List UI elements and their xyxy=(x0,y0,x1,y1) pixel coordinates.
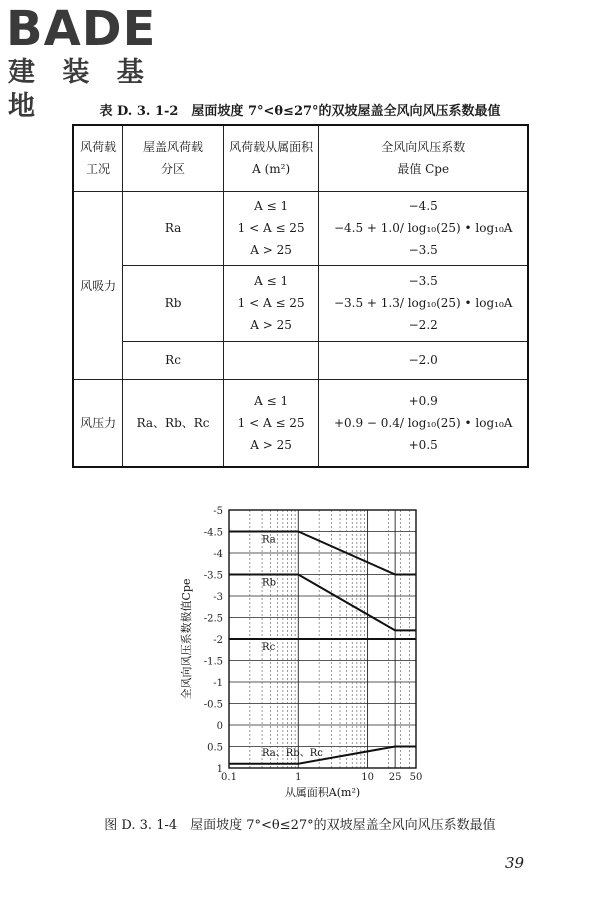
chart-labels xyxy=(179,506,422,799)
y-tick-label: -2 xyxy=(213,635,223,646)
zone-pressure: Ra、Rb、Rc xyxy=(123,379,224,467)
coefficient-chart xyxy=(170,498,440,808)
areas-rb: A ≤ 1 1 < A ≤ 25 A > 25 xyxy=(223,265,319,341)
x-axis-title: 从属面积A(m²) xyxy=(284,786,361,799)
y-tick-label: -4 xyxy=(213,549,223,560)
y-tick-label: -4.5 xyxy=(203,527,223,539)
table-title: 表 D. 3. 1-2 屋面坡度 7°<θ≤27°的双坡屋盖全风向风压系数最值 xyxy=(99,104,501,119)
y-tick-label: -5 xyxy=(213,506,223,517)
condition-pressure: 风压力 xyxy=(73,379,123,467)
y-tick-label: 0 xyxy=(216,721,223,732)
y-tick-label: -3 xyxy=(213,592,223,603)
x-tick-label: 1 xyxy=(295,772,302,783)
header-coefficient: 全风向风压系数 最值 Cpe xyxy=(319,125,528,191)
header-zone: 屋盖风荷载 分区 xyxy=(123,125,224,191)
areas-rc xyxy=(223,341,319,379)
x-tick-label: 50 xyxy=(409,772,423,783)
table-row-pressure xyxy=(73,379,528,467)
y-tick-label: -0.5 xyxy=(203,699,223,711)
x-tick-label: 10 xyxy=(361,772,374,783)
page-number: 39 xyxy=(505,854,525,872)
figure-caption: 图 D. 3. 1-4 屋面坡度 7°<θ≤27°的双坡屋盖全风向风压系数最值 xyxy=(104,818,496,833)
areas-ra: A ≤ 1 1 < A ≤ 25 A > 25 xyxy=(223,191,319,265)
y-tick-label: -2.5 xyxy=(203,613,223,625)
x-tick-label: 0.1 xyxy=(221,772,237,783)
values-rb: −3.5 −3.5 + 1.3/ log₁₀(25) • log₁₀A −2.2 xyxy=(319,265,528,341)
logo-subtitle: 建 装 基 地 xyxy=(8,57,153,122)
chart-series xyxy=(229,532,416,764)
y-tick-label: -1 xyxy=(213,678,223,689)
x-tick-label: 25 xyxy=(388,772,402,783)
series-label: Rb xyxy=(262,577,276,589)
y-tick-label: 0.5 xyxy=(207,742,223,754)
y-tick-label: -3.5 xyxy=(203,570,223,582)
areas-pressure: A ≤ 1 1 < A ≤ 25 A > 25 xyxy=(223,379,319,467)
zone-rb: Rb xyxy=(123,265,224,341)
table-header-row xyxy=(73,125,528,191)
condition-suction: 风吸力 xyxy=(73,191,123,379)
values-pressure: +0.9 +0.9 − 0.4/ log₁₀(25) • log₁₀A +0.5 xyxy=(319,379,528,467)
zone-ra: Ra xyxy=(123,191,224,265)
series-line-1 xyxy=(229,575,416,631)
zone-rc: Rc xyxy=(123,341,224,379)
y-axis-title: 全风向风压系数极值Cpe xyxy=(180,578,193,700)
y-tick-label: -1.5 xyxy=(203,656,223,668)
series-label: Rc xyxy=(262,641,276,653)
series-label: Ra、Rb、Rc xyxy=(262,747,323,759)
y-tick-label: 1 xyxy=(216,764,223,775)
values-rc: −2.0 xyxy=(319,341,528,379)
logo-brand: BADE xyxy=(6,1,157,57)
header-area: 风荷载从属面积 A (m²) xyxy=(223,125,319,191)
values-ra: −4.5 −4.5 + 1.0/ log₁₀(25) • log₁₀A −3.5 xyxy=(319,191,528,265)
header-condition: 风荷载 工况 xyxy=(73,125,123,191)
table-row-ra xyxy=(73,191,528,265)
table-row-rb xyxy=(73,265,528,341)
table-row-rc xyxy=(73,341,528,379)
series-label: Ra xyxy=(262,534,276,546)
coefficient-table xyxy=(72,124,529,468)
bade-logo xyxy=(6,1,181,122)
